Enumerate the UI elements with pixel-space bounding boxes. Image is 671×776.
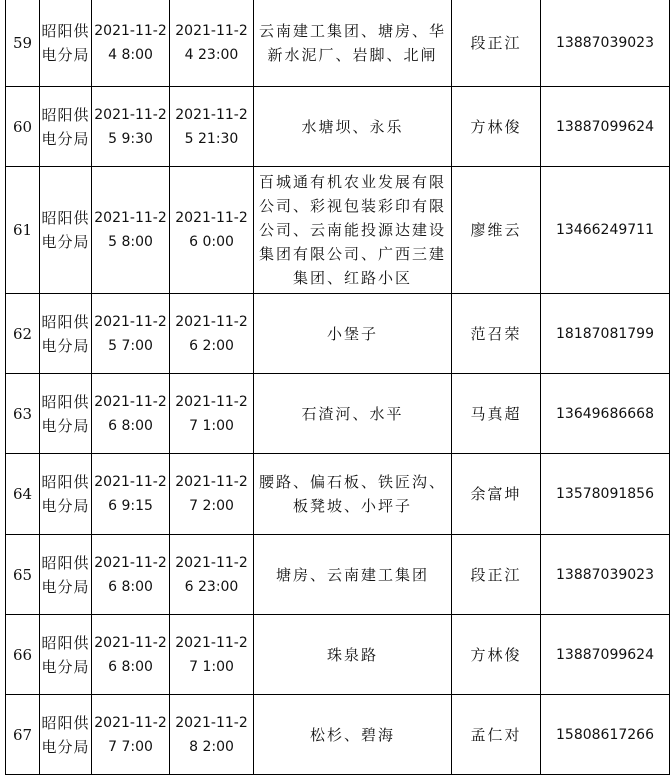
row-number: 60 xyxy=(6,87,40,167)
contact-person-cell: 范召荣 xyxy=(452,294,541,374)
contact-person-cell: 段正江 xyxy=(452,535,541,615)
row-number: 62 xyxy=(6,294,40,374)
contact-person-cell: 余富坤 xyxy=(452,454,541,535)
start-time-cell: 2021-11-25 7:00 xyxy=(92,294,170,374)
start-time-cell: 2021-11-26 8:00 xyxy=(92,615,170,695)
end-time-cell: 2021-11-27 1:00 xyxy=(170,615,254,695)
contact-phone-cell: 13887099624 xyxy=(541,615,670,695)
contact-phone-cell: 18187081799 xyxy=(541,294,670,374)
end-time-cell: 2021-11-27 2:00 xyxy=(170,454,254,535)
row-number: 64 xyxy=(6,454,40,535)
org-cell: 昭阳供电分局 xyxy=(40,615,92,695)
org-cell: 昭阳供电分局 xyxy=(40,167,92,294)
end-time-cell: 2021-11-28 2:00 xyxy=(170,695,254,775)
contact-person-cell: 马真超 xyxy=(452,374,541,454)
affected-area-cell: 珠泉路 xyxy=(254,615,452,695)
contact-phone-cell: 15808617266 xyxy=(541,695,670,775)
row-number: 63 xyxy=(6,374,40,454)
affected-area-cell: 石渣河、水平 xyxy=(254,374,452,454)
affected-area-cell: 腰路、偏石板、铁匠沟、板凳坡、小坪子 xyxy=(254,454,452,535)
contact-phone-cell: 13649686668 xyxy=(541,374,670,454)
affected-area-cell: 云南建工集团、塘房、华新水泥厂、岩脚、北闸 xyxy=(254,0,452,87)
contact-phone-cell: 13578091856 xyxy=(541,454,670,535)
affected-area-cell: 百城通有机农业发展有限公司、彩视包装彩印有限公司、云南能投源达建设集团有限公司、广西三建集团、红路小区 xyxy=(254,167,452,294)
end-time-cell: 2021-11-26 0:00 xyxy=(170,167,254,294)
power-outage-table xyxy=(5,0,670,775)
contact-person-cell: 孟仁对 xyxy=(452,695,541,775)
contact-phone-cell: 13887099624 xyxy=(541,87,670,167)
row-number: 65 xyxy=(6,535,40,615)
org-cell: 昭阳供电分局 xyxy=(40,374,92,454)
start-time-cell: 2021-11-26 8:00 xyxy=(92,374,170,454)
row-number: 66 xyxy=(6,615,40,695)
start-time-cell: 2021-11-26 8:00 xyxy=(92,535,170,615)
table-row xyxy=(6,0,670,87)
row-number: 61 xyxy=(6,167,40,294)
start-time-cell: 2021-11-25 9:30 xyxy=(92,87,170,167)
table-row xyxy=(6,87,670,167)
contact-phone-cell: 13887039023 xyxy=(541,0,670,87)
org-cell: 昭阳供电分局 xyxy=(40,454,92,535)
org-cell: 昭阳供电分局 xyxy=(40,0,92,87)
table-row xyxy=(6,695,670,775)
affected-area-cell: 塘房、云南建工集团 xyxy=(254,535,452,615)
contact-person-cell: 方林俊 xyxy=(452,87,541,167)
contact-phone-cell: 13466249711 xyxy=(541,167,670,294)
start-time-cell: 2021-11-26 9:15 xyxy=(92,454,170,535)
end-time-cell: 2021-11-25 21:30 xyxy=(170,87,254,167)
contact-person-cell: 段正江 xyxy=(452,0,541,87)
end-time-cell: 2021-11-24 23:00 xyxy=(170,0,254,87)
affected-area-cell: 松杉、碧海 xyxy=(254,695,452,775)
affected-area-cell: 水塘坝、永乐 xyxy=(254,87,452,167)
org-cell: 昭阳供电分局 xyxy=(40,535,92,615)
start-time-cell: 2021-11-27 7:00 xyxy=(92,695,170,775)
table-row xyxy=(6,294,670,374)
org-cell: 昭阳供电分局 xyxy=(40,294,92,374)
table-row xyxy=(6,535,670,615)
affected-area-cell: 小堡子 xyxy=(254,294,452,374)
end-time-cell: 2021-11-26 2:00 xyxy=(170,294,254,374)
table-row xyxy=(6,167,670,294)
table-row xyxy=(6,454,670,535)
row-number: 67 xyxy=(6,695,40,775)
contact-person-cell: 方林俊 xyxy=(452,615,541,695)
contact-person-cell: 廖维云 xyxy=(452,167,541,294)
start-time-cell: 2021-11-24 8:00 xyxy=(92,0,170,87)
org-cell: 昭阳供电分局 xyxy=(40,695,92,775)
org-cell: 昭阳供电分局 xyxy=(40,87,92,167)
table-row xyxy=(6,615,670,695)
contact-phone-cell: 13887039023 xyxy=(541,535,670,615)
start-time-cell: 2021-11-25 8:00 xyxy=(92,167,170,294)
table-row xyxy=(6,374,670,454)
row-number: 59 xyxy=(6,0,40,87)
end-time-cell: 2021-11-26 23:00 xyxy=(170,535,254,615)
end-time-cell: 2021-11-27 1:00 xyxy=(170,374,254,454)
